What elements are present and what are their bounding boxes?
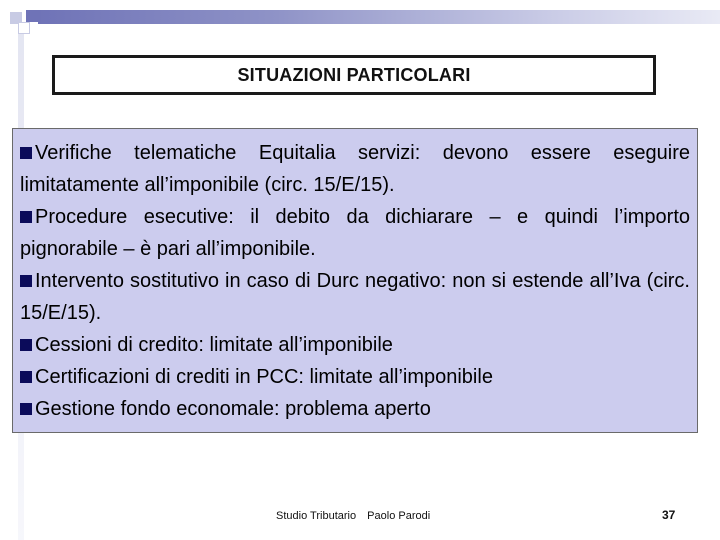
bullet-text: Certificazioni di crediti in PCC: limitate all’imponibile [35,366,493,388]
square-bullet-icon [20,147,32,159]
title-box [52,55,656,95]
square-bullet-icon [20,403,32,415]
slide-title: SITUAZIONI PARTICOLARI [237,64,471,85]
bullet-item [20,201,690,265]
page-number: 37 [662,508,676,522]
footer-right-text: Paolo Parodi [367,510,431,522]
decor-gradient-bar [38,10,720,24]
bullet-item [20,329,690,361]
footer [276,510,430,522]
bullet-text: Procedure esecutive: il debito da dichiarare – e quindi l’importo pignorabile – è pari all’imponibile. [20,206,690,260]
decor-square-outline [18,22,30,34]
square-bullet-icon [20,339,32,351]
square-bullet-icon [20,371,32,383]
content-box [12,128,698,433]
bullet-item [20,361,690,393]
bullet-text: Gestione fondo economale: problema aperto [35,398,431,420]
bullet-item [20,265,690,329]
bullet-item [20,393,690,425]
bullet-item [20,137,690,201]
square-bullet-icon [20,275,32,287]
square-bullet-icon [20,211,32,223]
bullet-text: Cessioni di credito: limitate all’imponibile [35,334,393,356]
bullet-text: Intervento sostitutivo in caso di Durc negativo: non si estende all’Iva (circ. 15/E/15). [20,270,690,324]
decor-square-dark [26,10,38,22]
footer-left-text: Studio Tributario [276,510,357,522]
bullet-text: Verifiche telematiche Equitalia servizi: devono essere eseguire limitatamente all’imponibile (circ. 15/E/15). [20,142,690,196]
